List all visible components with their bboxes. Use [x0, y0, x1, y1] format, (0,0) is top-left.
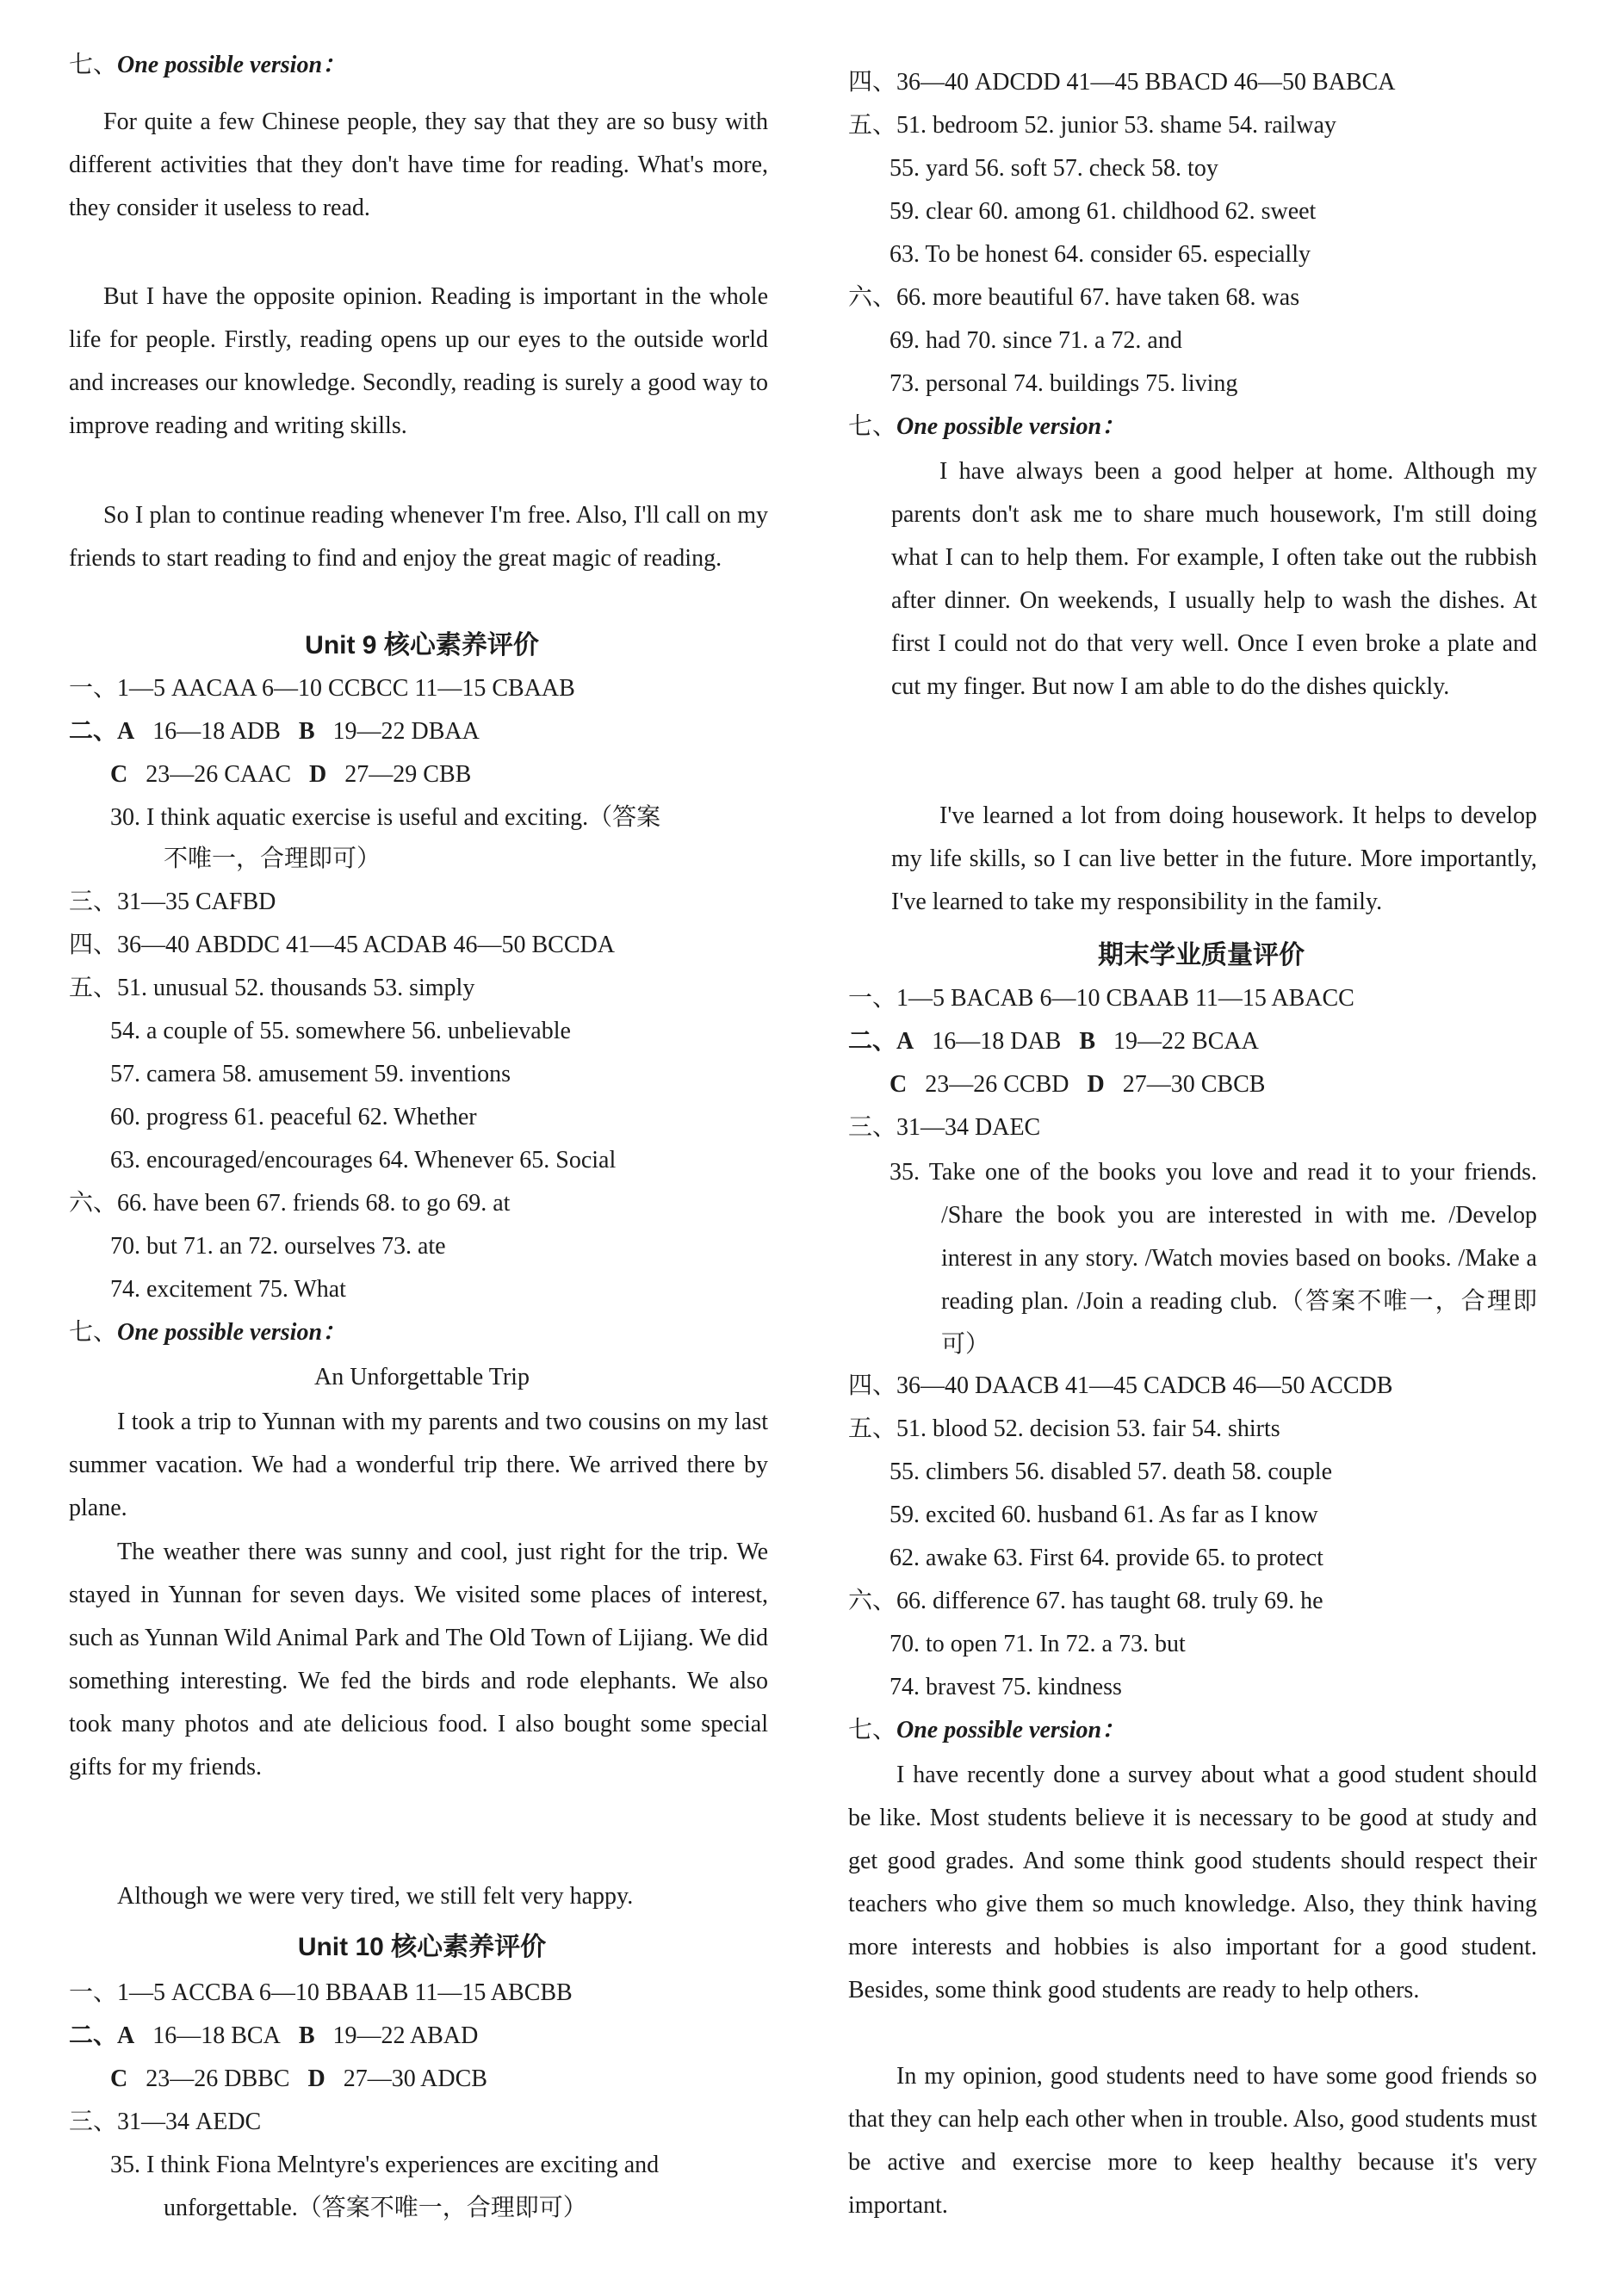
u10-answers-part2-ab: 二、A 16—18 BCA B 19—22 ABAD — [69, 2022, 479, 2049]
u9-answers-part5-a: 五、51. unusual 52. thousands 53. simply — [69, 975, 475, 1001]
u10-answers-part6-c: 73. personal 74. buildings 75. living — [889, 370, 1238, 397]
u9-answers-part6-c: 74. excitement 75. What — [110, 1276, 346, 1303]
u10-q35: 35. I think Fiona Melntyre's experiences are exciting and — [110, 2152, 660, 2178]
section-7-heading: 七、One possible version： — [69, 52, 347, 78]
u10-section-7-heading: 七、One possible version： — [848, 413, 1126, 440]
final-answers-part6-c: 74. bravest 75. kindness — [889, 1674, 1122, 1700]
unit9-title: Unit 9 核心素养评价 — [305, 631, 539, 660]
u10-essay-paragraph-1: I have always been a good helper at home. Although my parents don't ask me to share much housework, I'm still doing what I can to help them. For example, I often take out the rubbish after dinner. On weekends, I usually help to wash the dishes. At first I could not do that very well. Once I even broke a plate and cut my finger. But now I am able to do the dishes quickly. — [891, 458, 1537, 700]
final-answers-part6-a: 六、66. difference 67. has taught 68. truly 69. he — [848, 1588, 1323, 1614]
final-exam-title: 期末学业质量评价 — [1098, 941, 1305, 969]
u9-answers-part6-b: 70. but 71. an 72. ourselves 73. ate — [110, 1233, 446, 1260]
u9-essay-title: An Unforgettable Trip — [314, 1364, 530, 1390]
u9-answers-part2-cd: C 23—26 CAAC D 27—29 CBB — [110, 761, 472, 788]
u10-answers-part4: 四、36—40 ADCDD 41—45 BBACD 46—50 BABCA — [848, 69, 1396, 96]
essay1-paragraph-3: So I plan to continue reading whenever I'm free. Also, I'll call on my friends to start reading to find and enjoy the great magic of reading. — [69, 502, 768, 572]
u9-answers-part5-d: 60. progress 61. peaceful 62. Whether — [110, 1104, 477, 1130]
essay1-paragraph-1: For quite a few Chinese people, they say that they are so busy with different activities that they don't have time for reading. What's more, they consider it useless to read. — [69, 108, 768, 221]
final-answers-part5-b: 55. climbers 56. disabled 57. death 58. couple — [889, 1458, 1332, 1485]
u9-q30: 30. I think aquatic exercise is useful and exciting.（答案 — [110, 804, 661, 831]
final-answers-part5-a: 五、51. blood 52. decision 53. fair 54. shirts — [848, 1415, 1280, 1442]
u9-answers-part5-b: 54. a couple of 55. somewhere 56. unbelievable — [110, 1018, 571, 1044]
version-label: One possible version： — [896, 413, 1126, 440]
version-label: One possible version： — [117, 1319, 347, 1346]
final-answers-part6-b: 70. to open 71. In 72. a 73. but — [889, 1631, 1186, 1657]
u9-answers-part3: 三、31—35 CAFBD — [69, 889, 276, 915]
u10-answers-part5-c: 59. clear 60. among 61. childhood 62. sweet — [889, 198, 1317, 225]
u10-answers-part2-cd: C 23—26 DBBC D 27—30 ADCB — [110, 2065, 487, 2092]
u10-answers-part3: 三、31—34 AEDC — [69, 2109, 262, 2135]
u10-answers-part5-a: 五、51. bedroom 52. junior 53. shame 54. railway — [848, 112, 1336, 139]
u10-essay-paragraph-2: I've learned a lot from doing housework. It helps to develop my life skills, so I can live better in the future. More importantly, I've learned to take my responsibility in the family. — [891, 802, 1537, 915]
u9-answers-part4: 四、36—40 ABDDC 41—45 ACDAB 46—50 BCCDA — [69, 932, 615, 958]
final-answers-part5-c: 59. excited 60. husband 61. As far as I know — [889, 1502, 1318, 1528]
final-answers-part4: 四、36—40 DAACB 41—45 CADCB 46—50 ACCDB — [848, 1372, 1393, 1399]
u9-answers-part1: 一、1—5 AACAA 6—10 CCBCC 11—15 CBAAB — [69, 675, 575, 702]
final-answers-part1: 一、1—5 BACAB 6—10 CBAAB 11—15 ABACC — [848, 985, 1354, 1012]
u10-q35-cont: unforgettable.（答案不唯一，合理即可） — [164, 2195, 587, 2221]
u9-essay-paragraph-1: I took a trip to Yunnan with my parents and two cousins on my last summer vacation. We had a wonderful trip there. We arrived there by plane. — [69, 1409, 768, 1521]
u10-answers-part5-d: 63. To be honest 64. consider 65. especially — [889, 241, 1311, 268]
u9-essay-paragraph-3: Although we were very tired, we still felt very happy. — [117, 1883, 634, 1910]
unit10-title: Unit 10 核心素养评价 — [297, 1933, 547, 1961]
version-label: One possible version： — [896, 1717, 1126, 1743]
final-essay-paragraph-1: I have recently done a survey about what a good student should be like. Most students believe it is necessary to be good at study and get good grades. And some think good students should respect their teachers who give them so much knowledge. Also, they think having more interests and hobbies is also important for a good student. Besides, some think good students are ready to help others. — [848, 1762, 1537, 2003]
final-essay-paragraph-2: In my opinion, good students need to have some good friends so that they can help each other when in trouble. Also, good students must be active and exercise more to keep healthy because it's very important. — [848, 2063, 1537, 2219]
u10-answers-part6-a: 六、66. more beautiful 67. have taken 68. was — [848, 284, 1300, 311]
essay1-paragraph-2: But I have the opposite opinion. Reading is important in the whole life for people. Firstly, reading opens up our eyes to the outside world and increases our knowledge. Secondly, reading is surely a good way to improve reading and writing skills. — [69, 283, 768, 439]
final-answers-part3: 三、31—34 DAEC — [848, 1114, 1041, 1141]
u10-answers-part1: 一、1—5 ACCBA 6—10 BBAAB 11—15 ABCBB — [69, 1979, 573, 2006]
final-section-7-heading: 七、One possible version： — [848, 1717, 1126, 1743]
final-q35: 35. Take one of the books you love and read it to your friends. /Share the book you are interested in with me. /Develop interest in any story. /Watch movies based on books. /Make a reading plan. /Join a reading club.（答案不唯一，合理即可） — [889, 1159, 1537, 1358]
version-label: One possible version： — [117, 52, 347, 78]
u10-answers-part6-b: 69. had 70. since 71. a 72. and — [889, 327, 1182, 354]
u9-q30-cont: 不唯一，合理即可） — [164, 845, 381, 872]
u9-section-7-heading: 七、One possible version： — [69, 1319, 347, 1346]
u9-answers-part2-ab: 二、A 16—18 ADB B 19—22 DBAA — [69, 718, 480, 745]
u9-answers-part5-c: 57. camera 58. amusement 59. inventions — [110, 1061, 511, 1087]
u10-answers-part5-b: 55. yard 56. soft 57. check 58. toy — [889, 155, 1218, 182]
u9-answers-part6-a: 六、66. have been 67. friends 68. to go 69. at — [69, 1190, 511, 1217]
final-answers-part2-ab: 二、A 16—18 DAB B 19—22 BCAA — [848, 1028, 1259, 1055]
u9-essay-paragraph-2: The weather there was sunny and cool, just right for the trip. We stayed in Yunnan for seven days. We visited some places of interest, such as Yunnan Wild Animal Park and The Old Town of Lijiang. We did something interesting. We fed the birds and rode elephants. We also took many photos and ate delicious food. I also bought some special gifts for my friends. — [69, 1539, 768, 1780]
final-answers-part2-cd: C 23—26 CCBD D 27—30 CBCB — [889, 1071, 1266, 1098]
final-answers-part5-d: 62. awake 63. First 64. provide 65. to protect — [889, 1545, 1323, 1571]
u9-answers-part5-e: 63. encouraged/encourages 64. Whenever 65. Social — [110, 1147, 617, 1174]
